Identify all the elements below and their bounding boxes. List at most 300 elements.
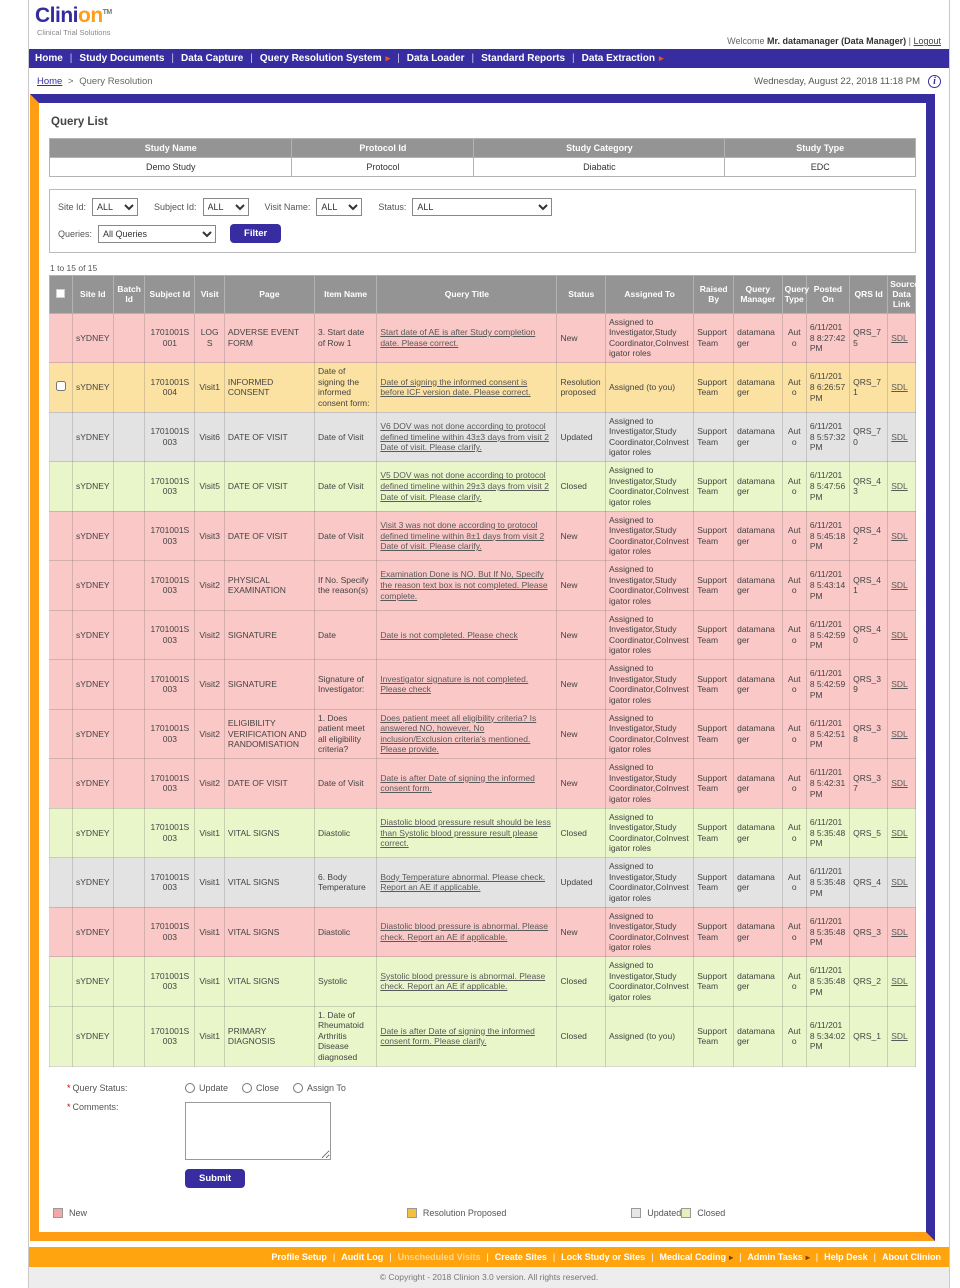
site-id-column-header: Site Id	[72, 276, 114, 314]
cell-status: New	[557, 759, 605, 809]
cell-assigned-to: Assigned to Investigator,Study Coordinator,CoInvestigator roles	[605, 511, 693, 561]
nav-item[interactable]	[243, 53, 390, 64]
cell-site-id: sYDNEY	[72, 858, 114, 908]
breadcrumb-row	[29, 68, 949, 94]
query-title-link[interactable]: Date is after Date of signing the informed consent form.	[380, 772, 535, 794]
cell-posted-on: 6/11/2018 5:47:56 PM	[806, 462, 849, 512]
item-name-column-header: Item Name	[314, 276, 376, 314]
cell-item-name: Date of Visit	[314, 412, 376, 462]
source-data-link[interactable]: SDL	[891, 877, 908, 887]
cell-item-name: Date	[314, 610, 376, 660]
query-title-link[interactable]: Date of signing the informed consent is before ICF version date. Please correct.	[380, 376, 531, 398]
status-select[interactable]	[412, 198, 552, 216]
cell-subject-id: 1701001S003	[145, 660, 195, 710]
source-data-link[interactable]: SDL	[891, 1030, 908, 1041]
cell-raised-by: Support Team	[694, 511, 734, 561]
study-name-header: Study Name	[50, 139, 292, 158]
cell-assigned-to: Assigned to Investigator,Study Coordinator,CoInvestigator roles	[605, 808, 693, 858]
cell-query-manager: datamanager	[734, 610, 782, 660]
cell-query-manager: datamanager	[734, 907, 782, 957]
cell-query-type: Auto	[782, 313, 806, 363]
copyright-text: © Copyright - 2018 Clinion 3.0 version. All rights reserved.	[29, 1267, 949, 1288]
cell-batch-id	[114, 1006, 145, 1066]
site-id-label: Site Id:	[58, 202, 87, 212]
cell-query-manager: datamanager	[734, 759, 782, 809]
cell-query-manager: datamanager	[734, 660, 782, 710]
cell-batch-id	[114, 759, 145, 809]
footer-link-label: Create Sites	[494, 1251, 547, 1262]
select-all-checkbox[interactable]	[56, 289, 65, 298]
visit-name-select[interactable]	[316, 198, 362, 216]
submenu-arrow-icon	[655, 53, 664, 64]
cell-qrs-id: QRS_41	[850, 561, 888, 611]
cell-page: SIGNATURE	[224, 610, 314, 660]
cell-site-id: sYDNEY	[72, 462, 114, 512]
cell-raised-by: Support Team	[694, 412, 734, 462]
cell-site-id: sYDNEY	[72, 511, 114, 561]
qrs-id-column-header: QRS Id	[850, 276, 888, 314]
record-count: 1 to 15 of 15	[50, 263, 98, 273]
legend-label: Closed	[697, 1207, 726, 1218]
cell-query-type: Auto	[782, 610, 806, 660]
status-legend	[53, 1208, 916, 1218]
radio-label: Close	[256, 1082, 280, 1093]
query-title-link[interactable]: Systolic blood pressure is abnormal. Please check. Report an AE if applicable.	[380, 970, 546, 992]
cell-query-type: Auto	[782, 709, 806, 759]
clinion-logo	[35, 4, 939, 28]
cell-posted-on: 6/11/2018 5:57:32 PM	[806, 412, 849, 462]
cell-posted-on: 6/11/2018 5:35:48 PM	[806, 957, 849, 1007]
study-type-value: EDC	[725, 158, 916, 177]
footer-link[interactable]	[868, 1252, 941, 1262]
footer-menu	[29, 1247, 949, 1267]
radio-item	[242, 1083, 279, 1093]
cell-query-manager: datamanager	[734, 709, 782, 759]
cell-page: VITAL SIGNS	[224, 858, 314, 908]
cell-posted-on: 6/11/2018 5:45:18 PM	[806, 511, 849, 561]
source-data-link[interactable]: SDL	[891, 481, 908, 491]
cell-site-id: sYDNEY	[72, 313, 114, 363]
cell-qrs-id: QRS_42	[850, 511, 888, 561]
cell-posted-on: 6/11/2018 8:27:42 PM	[806, 313, 849, 363]
cell-item-name: Date of Visit	[314, 462, 376, 512]
status-label: Status:	[378, 202, 407, 212]
query-title-link[interactable]: Date is not completed. Please check	[380, 629, 518, 640]
study-info-header-row	[50, 139, 916, 158]
cell-page: SIGNATURE	[224, 660, 314, 710]
cell-batch-id	[114, 709, 145, 759]
nav-item-label: Data Extraction	[581, 53, 656, 64]
cell-subject-id: 1701001S004	[145, 363, 195, 413]
cell-subject-id: 1701001S003	[145, 412, 195, 462]
footer-link-label: Admin Tasks	[747, 1251, 803, 1262]
cell-posted-on: 6/11/2018 6:26:57 PM	[806, 363, 849, 413]
cell-subject-id: 1701001S003	[145, 957, 195, 1007]
cell-assigned-to: Assigned to Investigator,Study Coordinator,CoInvestigator roles	[605, 957, 693, 1007]
cell-assigned-to: Assigned to Investigator,Study Coordinator,CoInvestigator roles	[605, 759, 693, 809]
cell-query-type: Auto	[782, 858, 806, 908]
cell-query-manager: datamanager	[734, 412, 782, 462]
cell-subject-id: 1701001S003	[145, 462, 195, 512]
cell-visit: Visit2	[195, 709, 224, 759]
study-name-value: Demo Study	[50, 158, 292, 177]
filter-box	[49, 189, 916, 253]
query-title-link[interactable]: V5 DOV was not done according to protocol defined timeline within 29±3 days from visit 2 Date of visit. Please clarify.	[380, 470, 549, 502]
cell-raised-by: Support Team	[694, 462, 734, 512]
cell-subject-id: 1701001S003	[145, 610, 195, 660]
query-manager-column-header: Query Manager	[734, 276, 782, 314]
select-all-header	[50, 276, 73, 314]
cell-batch-id	[114, 412, 145, 462]
cell-page: DATE OF VISIT	[224, 412, 314, 462]
cell-visit: Visit1	[195, 363, 224, 413]
cell-query-manager: datamanager	[734, 511, 782, 561]
source-data-link[interactable]: SDL	[891, 431, 908, 442]
cell-item-name: Diastolic	[314, 808, 376, 858]
row-checkbox-cell	[50, 660, 73, 710]
cell-status: New	[557, 561, 605, 611]
cell-status: New	[557, 511, 605, 561]
cell-qrs-id: QRS_75	[850, 313, 888, 363]
comments-row	[67, 1102, 916, 1160]
required-marker: *	[67, 1101, 71, 1112]
nav-item[interactable]	[164, 53, 243, 64]
cell-posted-on: 6/11/2018 5:42:59 PM	[806, 610, 849, 660]
comments-textarea[interactable]	[185, 1102, 331, 1160]
filter-row-2	[58, 224, 907, 243]
legend-label: New	[69, 1207, 88, 1218]
nav-item-label: Data Loader	[406, 53, 465, 64]
raised-by-column-header: Raised By	[694, 276, 734, 314]
table-row	[50, 808, 916, 858]
nav-item[interactable]	[390, 53, 464, 64]
cell-page: PHYSICAL EXAMINATION	[224, 561, 314, 611]
cell-assigned-to: Assigned to Investigator,Study Coordinator,CoInvestigator roles	[605, 313, 693, 363]
cell-item-name: 1. Date of Rheumatoid Arthritis Disease diagnosed	[314, 1006, 376, 1066]
cell-item-name: 3. Start date of Row 1	[314, 313, 376, 363]
logo-text-blue: Clini	[35, 4, 78, 27]
submit-button[interactable]: Submit	[185, 1169, 245, 1188]
footer-link-label: Medical Coding	[659, 1251, 727, 1262]
cell-posted-on: 6/11/2018 5:42:59 PM	[806, 660, 849, 710]
welcome-prefix: Welcome	[727, 36, 765, 46]
table-row	[50, 511, 916, 561]
cell-item-name: 6. Body Temperature	[314, 858, 376, 908]
row-checkbox-cell	[50, 610, 73, 660]
cell-qrs-id: QRS_2	[850, 957, 888, 1007]
cell-raised-by: Support Team	[694, 709, 734, 759]
legend-swatch	[631, 1208, 641, 1218]
cell-posted-on: 6/11/2018 5:35:48 PM	[806, 907, 849, 957]
query-title-link[interactable]: Body Temperature abnormal. Please check. Report an AE if applicable.	[380, 871, 546, 893]
source-data-link[interactable]: SDL	[891, 679, 908, 689]
cell-query-manager: datamanager	[734, 858, 782, 908]
cell-qrs-id: QRS_43	[850, 462, 888, 512]
footer-link[interactable]	[810, 1252, 868, 1262]
current-datetime: Wednesday, August 22, 2018 11:18 PM	[754, 76, 920, 87]
query-action-form	[67, 1083, 916, 1188]
nav-item-label: Data Capture	[181, 53, 244, 64]
source-data-link[interactable]: SDL	[891, 827, 908, 838]
row-checkbox-cell	[50, 808, 73, 858]
cell-assigned-to: Assigned to Investigator,Study Coordinator,CoInvestigator roles	[605, 660, 693, 710]
table-row	[50, 462, 916, 512]
legend-swatch	[53, 1208, 63, 1218]
cell-status: New	[557, 709, 605, 759]
cell-query-type: Auto	[782, 957, 806, 1007]
cell-posted-on: 6/11/2018 5:34:02 PM	[806, 1006, 849, 1066]
row-checkbox-cell	[50, 363, 73, 413]
query-title-link[interactable]: Investigator signature is not completed. Please check	[380, 673, 529, 695]
source-data-link[interactable]: SDL	[891, 629, 908, 640]
cell-raised-by: Support Team	[694, 858, 734, 908]
cell-visit: Visit2	[195, 610, 224, 660]
legend-swatch	[407, 1208, 417, 1218]
breadcrumb-home-link[interactable]: Home	[37, 76, 63, 87]
row-checkbox-cell	[50, 907, 73, 957]
user-name: Mr. datamanager	[767, 36, 839, 46]
filter-row-1	[58, 198, 907, 216]
cell-query-type: Auto	[782, 660, 806, 710]
source-data-link[interactable]: SDL	[891, 976, 908, 986]
datetime-wrap	[754, 75, 941, 88]
query-title-link[interactable]: Visit 3 was not done according to protocol defined timeline within 8±1 days from visit 2 Date of visit. Please clarify.	[380, 519, 545, 552]
cell-qrs-id: QRS_1	[850, 1006, 888, 1066]
top-header	[29, 0, 949, 49]
cell-site-id: sYDNEY	[72, 957, 114, 1007]
query-status-radio-group	[185, 1083, 346, 1093]
cell-visit: Visit1	[195, 957, 224, 1007]
cell-query-type: Auto	[782, 561, 806, 611]
cell-batch-id	[114, 363, 145, 413]
cell-posted-on: 6/11/2018 5:42:51 PM	[806, 709, 849, 759]
cell-posted-on: 6/11/2018 5:43:14 PM	[806, 561, 849, 611]
query-list-panel	[39, 103, 926, 1232]
cell-page: ELIGIBILITY VERIFICATION AND RANDOMISATION	[224, 709, 314, 759]
source-data-link[interactable]: SDL	[891, 332, 908, 343]
table-row	[50, 561, 916, 611]
nav-item[interactable]	[465, 53, 566, 64]
nav-item[interactable]	[565, 53, 664, 64]
source-data-link[interactable]: SDL	[891, 580, 908, 590]
comments-label-text: Comments:	[72, 1101, 119, 1112]
cell-site-id: sYDNEY	[72, 709, 114, 759]
source-data-link[interactable]: SDL	[891, 382, 908, 392]
source-data-link-column-header: Source Data Link	[888, 276, 916, 314]
cell-query-manager: datamanager	[734, 462, 782, 512]
table-row	[50, 313, 916, 363]
query-title-link[interactable]: Diastolic blood pressure result should be less than Systolic blood pressure result please correct.	[380, 816, 551, 849]
study-category-value: Diabatic	[474, 158, 725, 177]
cell-qrs-id: QRS_70	[850, 412, 888, 462]
protocol-id-header: Protocol Id	[292, 139, 474, 158]
nav-item[interactable]	[35, 53, 63, 64]
cell-query-type: Auto	[782, 462, 806, 512]
cell-batch-id	[114, 610, 145, 660]
user-role: (Data Manager)	[841, 36, 907, 46]
cell-raised-by: Support Team	[694, 907, 734, 957]
cell-query-manager: datamanager	[734, 561, 782, 611]
cell-raised-by: Support Team	[694, 610, 734, 660]
study-info-table	[49, 138, 916, 177]
source-data-link[interactable]: SDL	[891, 926, 908, 937]
row-checkbox-cell	[50, 957, 73, 1007]
cell-assigned-to: Assigned to Investigator,Study Coordinator,CoInvestigator roles	[605, 610, 693, 660]
table-row	[50, 412, 916, 462]
cell-page: DATE OF VISIT	[224, 511, 314, 561]
query-title-link[interactable]: Diastolic blood pressure is abnormal. Please check. Report an AE if applicable.	[380, 921, 549, 942]
cell-visit: Visit1	[195, 858, 224, 908]
row-checkbox-cell	[50, 858, 73, 908]
cell-assigned-to: Assigned (to you)	[605, 363, 693, 413]
cell-visit: Visit1	[195, 907, 224, 957]
query-title-link[interactable]: V6 DOV was not done according to protocol defined timeline within 43±3 days from visit 2 Date of visit. Please clarify.	[380, 420, 549, 453]
row-checkbox-cell	[50, 709, 73, 759]
study-category-header: Study Category	[474, 139, 725, 158]
cell-visit: Visit5	[195, 462, 224, 512]
cell-batch-id	[114, 561, 145, 611]
row-checkbox-cell	[50, 462, 73, 512]
query-type-column-header: Query Type	[782, 276, 806, 314]
query-title-link[interactable]: Does patient meet all eligibility criteria? Is answered NO, however, No inclusion/Exclusion criteria's mentioned. Please provide.	[380, 712, 537, 755]
query-status-radio[interactable]	[242, 1083, 252, 1093]
row-checkbox[interactable]	[56, 381, 66, 391]
queries-label: Queries:	[58, 228, 93, 239]
cell-status: Closed	[557, 462, 605, 512]
source-data-link[interactable]: SDL	[891, 530, 908, 541]
visit-name-label: Visit Name:	[264, 202, 311, 212]
cell-batch-id	[114, 808, 145, 858]
cell-batch-id	[114, 858, 145, 908]
query-title-link[interactable]: Start date of AE is after Study completion date. Please correct.	[380, 327, 536, 348]
cell-page: PRIMARY DIAGNOSIS	[224, 1006, 314, 1066]
cell-visit: Visit1	[195, 1006, 224, 1066]
cell-item-name: Date of Visit	[314, 511, 376, 561]
cell-batch-id	[114, 907, 145, 957]
cell-site-id: sYDNEY	[72, 412, 114, 462]
footer-link[interactable]	[271, 1252, 327, 1262]
cell-raised-by: Support Team	[694, 1006, 734, 1066]
nav-item-label: Standard Reports	[481, 53, 566, 64]
query-title-link[interactable]: Examination Done is NO. But If No, Specify the reason text box is not completed. Please complete.	[380, 569, 548, 601]
footer-link-label: Audit Log	[341, 1251, 384, 1262]
cell-posted-on: 6/11/2018 5:42:31 PM	[806, 759, 849, 809]
batch-id-column-header: Batch Id	[114, 276, 145, 314]
footer-link-label: Unscheduled Visits	[397, 1251, 481, 1262]
content-frame	[30, 94, 935, 1241]
table-row	[50, 907, 916, 957]
welcome-separator: |	[908, 36, 914, 46]
cell-query-type: Auto	[782, 907, 806, 957]
query-title-link[interactable]: Date is after Date of signing the informed consent form. Please clarify.	[380, 1025, 535, 1047]
welcome-bar	[727, 36, 941, 46]
queries-select[interactable]	[98, 225, 216, 243]
status-column-header: Status	[557, 276, 605, 314]
table-row	[50, 610, 916, 660]
footer-link[interactable]	[327, 1252, 383, 1262]
query-status-radio[interactable]	[185, 1083, 195, 1093]
footer-link-label: Help Desk	[824, 1251, 868, 1262]
nav-item[interactable]	[63, 53, 165, 64]
legend-item	[681, 1208, 725, 1218]
footer-link-label: Profile Setup	[271, 1251, 327, 1262]
footer-link[interactable]	[383, 1252, 480, 1262]
footer-link[interactable]	[480, 1252, 546, 1262]
footer-link[interactable]	[645, 1252, 733, 1262]
comments-label	[67, 1102, 185, 1160]
page-title: Query List	[51, 116, 108, 128]
footer-link[interactable]	[733, 1252, 810, 1262]
radio-label: Assign To	[307, 1082, 346, 1093]
logout-link[interactable]: Logout	[913, 36, 941, 46]
filter-button[interactable]: Filter	[230, 224, 281, 243]
radio-item	[293, 1083, 346, 1093]
info-icon[interactable]: i	[928, 75, 941, 88]
required-marker: *	[67, 1082, 71, 1093]
cell-qrs-id: QRS_5	[850, 808, 888, 858]
logo-trademark: TM	[102, 9, 112, 16]
study-type-header: Study Type	[725, 139, 916, 158]
radio-label: Update	[199, 1082, 229, 1093]
submit-row	[185, 1169, 916, 1188]
visit-column-header: Visit	[195, 276, 224, 314]
cell-query-type: Auto	[782, 759, 806, 809]
cell-status: Updated	[557, 412, 605, 462]
cell-page: VITAL SIGNS	[224, 957, 314, 1007]
site-id-select[interactable]	[92, 198, 138, 216]
cell-status: New	[557, 660, 605, 710]
cell-query-manager: datamanager	[734, 957, 782, 1007]
cell-assigned-to: Assigned to Investigator,Study Coordinator,CoInvestigator roles	[605, 907, 693, 957]
source-data-link[interactable]: SDL	[891, 778, 908, 788]
cell-subject-id: 1701001S003	[145, 709, 195, 759]
cell-query-manager: datamanager	[734, 808, 782, 858]
footer-link-label: Lock Study or Sites	[561, 1251, 646, 1262]
row-checkbox-cell	[50, 313, 73, 363]
breadcrumb-current: Query Resolution	[79, 76, 153, 87]
cell-page: DATE OF VISIT	[224, 759, 314, 809]
cell-batch-id	[114, 660, 145, 710]
cell-query-type: Auto	[782, 1006, 806, 1066]
cell-site-id: sYDNEY	[72, 759, 114, 809]
cell-visit: Visit6	[195, 412, 224, 462]
subject-id-label: Subject Id:	[154, 202, 197, 212]
cell-subject-id: 1701001S003	[145, 561, 195, 611]
cell-site-id: sYDNEY	[72, 907, 114, 957]
source-data-link[interactable]: SDL	[891, 728, 908, 739]
cell-assigned-to: Assigned (to you)	[605, 1006, 693, 1066]
nav-item-label: Home	[35, 53, 63, 64]
cell-query-type: Auto	[782, 808, 806, 858]
cell-assigned-to: Assigned to Investigator,Study Coordinator,CoInvestigator roles	[605, 561, 693, 611]
cell-raised-by: Support Team	[694, 313, 734, 363]
cell-status: New	[557, 907, 605, 957]
cell-subject-id: 1701001S003	[145, 907, 195, 957]
breadcrumb	[37, 76, 153, 87]
cell-site-id: sYDNEY	[72, 808, 114, 858]
cell-page: DATE OF VISIT	[224, 462, 314, 512]
protocol-id-value: Protocol	[292, 158, 474, 177]
subject-id-select[interactable]	[203, 198, 249, 216]
cell-item-name: 1. Does patient meet all eligibility criteria?	[314, 709, 376, 759]
cell-visit: LOGS	[195, 313, 224, 363]
legend-label: Resolution Proposed	[422, 1207, 507, 1218]
cell-subject-id: 1701001S001	[145, 313, 195, 363]
cell-visit: Visit2	[195, 561, 224, 611]
footer-link[interactable]	[547, 1252, 645, 1262]
query-status-row	[67, 1083, 916, 1093]
query-status-radio[interactable]	[293, 1083, 303, 1093]
